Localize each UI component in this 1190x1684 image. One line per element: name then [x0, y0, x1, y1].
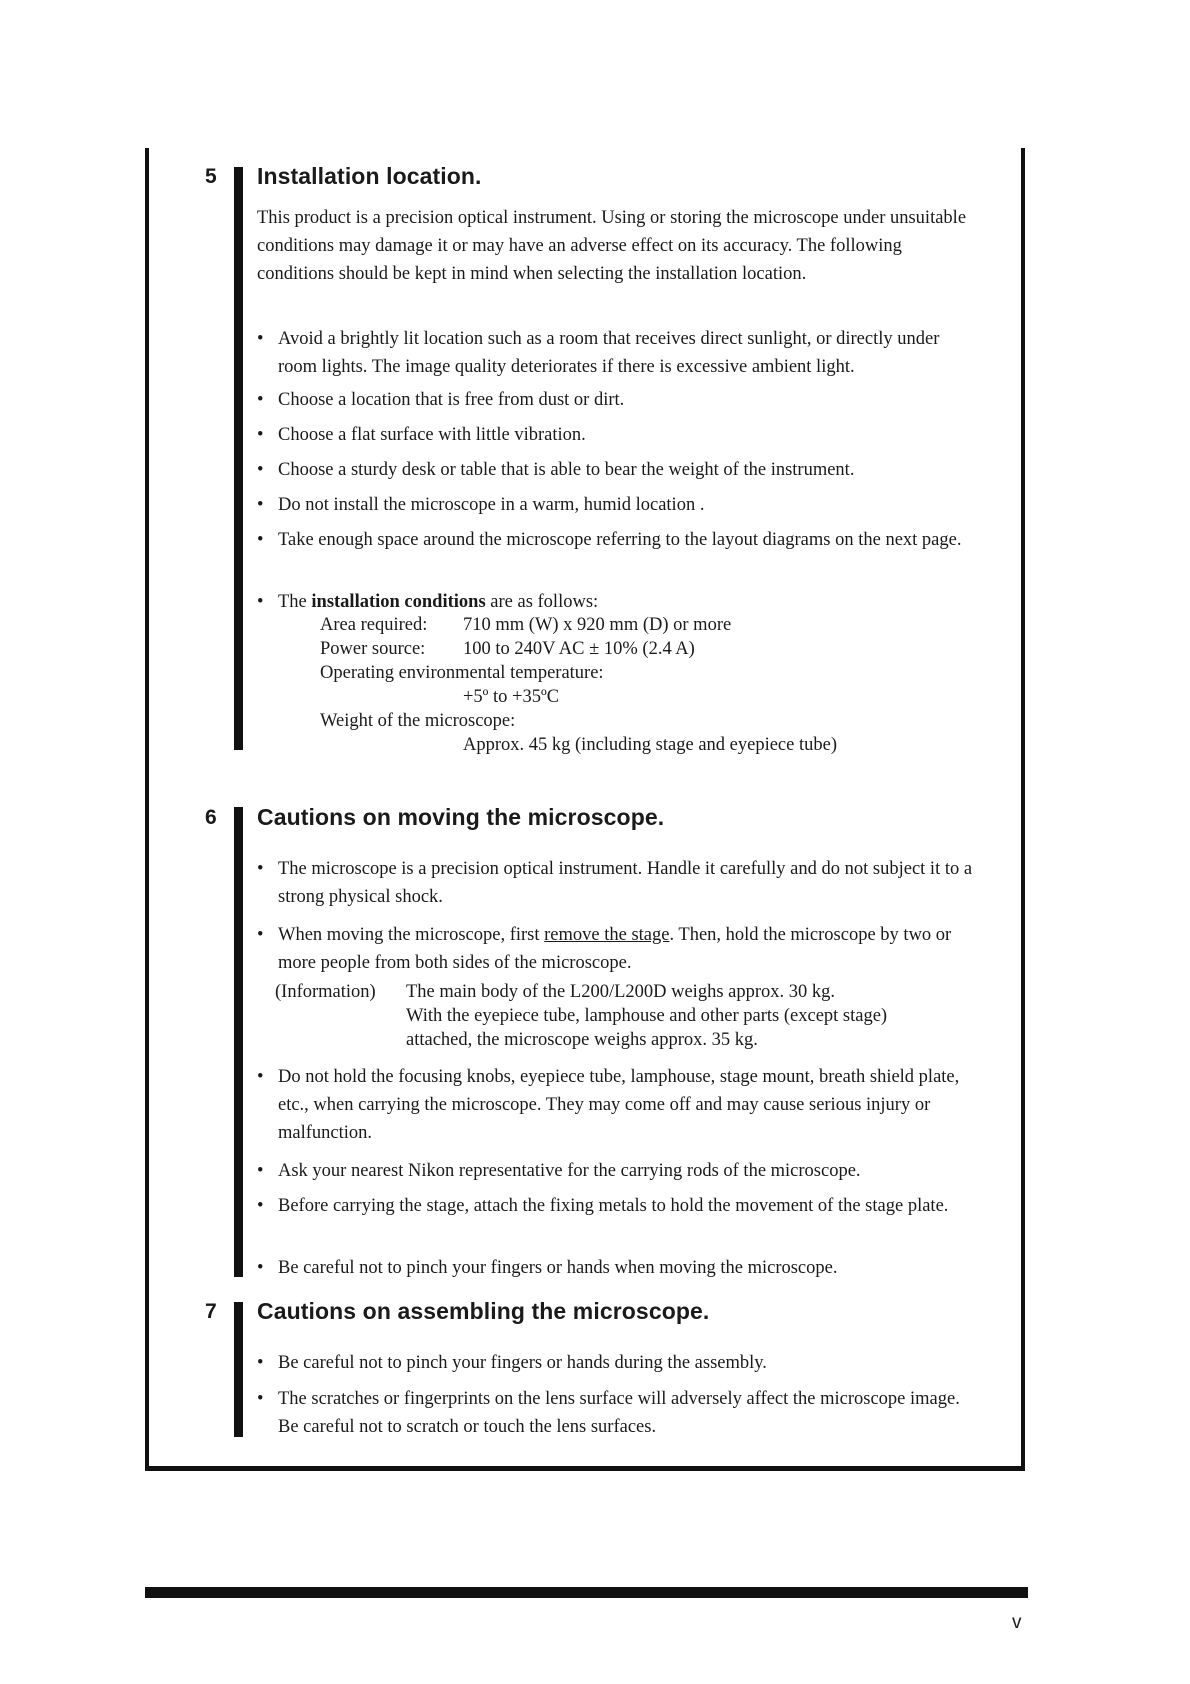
- temperature-label: Operating environmental temperature:: [320, 663, 604, 683]
- list-item: [257, 1385, 977, 1441]
- list-item-text: Be careful not to pinch your fingers or hands when moving the microscope.: [278, 1258, 838, 1278]
- section-title: Installation location.: [257, 163, 482, 189]
- bullet-glyph: •: [257, 329, 264, 349]
- list-item: [257, 921, 977, 977]
- bullet-glyph: •: [257, 460, 264, 480]
- bullet-glyph: •: [257, 495, 264, 515]
- list-item: [257, 421, 977, 449]
- list-item: [257, 1063, 977, 1147]
- section-number: 6: [205, 806, 217, 829]
- list-item: [257, 588, 977, 616]
- list-item: [257, 855, 977, 911]
- list-item-text: Be careful not to pinch your fingers or hands during the assembly.: [278, 1353, 767, 1373]
- list-item-text: When moving the microscope, first remove the stage. Then, hold the microscope by two or more people from both sides of the microscope.: [278, 925, 952, 973]
- bullet-glyph: •: [257, 859, 264, 879]
- list-item: [257, 456, 977, 484]
- information-label: (Information): [275, 982, 376, 1002]
- area-value: 710 mm (W) x 920 mm (D) or more: [463, 615, 732, 635]
- list-item-text: Before carrying the stage, attach the fixing metals to hold the movement of the stage plate.: [278, 1196, 949, 1216]
- list-item-text: The microscope is a precision optical instrument. Handle it carefully and do not subject it to a strong physical shock.: [278, 859, 973, 907]
- information-line: attached, the microscope weighs approx. 35 kg.: [406, 1030, 758, 1050]
- section-bar: [234, 167, 243, 750]
- section-bar: [234, 807, 243, 1277]
- footer-rule: [145, 1587, 1028, 1598]
- list-item: [257, 1254, 977, 1282]
- list-item-text: Choose a flat surface with little vibration.: [278, 425, 586, 445]
- weight-label: Weight of the microscope:: [320, 711, 516, 731]
- list-item-text: Choose a sturdy desk or table that is able to bear the weight of the instrument.: [278, 460, 855, 480]
- bullet-glyph: •: [257, 1353, 264, 1373]
- list-item: [257, 526, 977, 554]
- bullet-glyph: •: [257, 592, 264, 612]
- section-bar: [234, 1302, 243, 1437]
- section-number: 5: [205, 165, 217, 188]
- list-item-text: The scratches or fingerprints on the lens surface will adversely affect the microscope image. Be careful not to scratch or touch the lens surfaces.: [278, 1389, 960, 1437]
- list-item: [257, 1349, 977, 1377]
- section-number: 7: [205, 1300, 217, 1323]
- bullet-glyph: •: [257, 1196, 264, 1216]
- list-item: [257, 1192, 977, 1220]
- list-item-text: Do not hold the focusing knobs, eyepiece tube, lamphouse, stage mount, breath shield plate, etc., when carrying the microscope. They may come off and may cause serious injury or malfunction.: [278, 1067, 960, 1143]
- conditions-lead: The installation conditions are as follows:: [278, 592, 599, 612]
- power-label: Power source:: [320, 639, 426, 659]
- weight-value: Approx. 45 kg (including stage and eyepiece tube): [463, 735, 837, 755]
- list-item-text: Avoid a brightly lit location such as a room that receives direct sunlight, or directly under room lights. The image quality deteriorates if there is excessive ambient light.: [278, 329, 940, 377]
- bullet-glyph: •: [257, 390, 264, 410]
- list-item: [257, 491, 977, 519]
- information-line: The main body of the L200/L200D weighs approx. 30 kg.: [406, 982, 836, 1002]
- list-item-text: Take enough space around the microscope referring to the layout diagrams on the next page.: [278, 530, 962, 550]
- list-item-text: Do not install the microscope in a warm, humid location .: [278, 495, 705, 515]
- bullet-glyph: •: [257, 1389, 264, 1409]
- list-item-text: Choose a location that is free from dust or dirt.: [278, 390, 625, 410]
- section-title: Cautions on moving the microscope.: [257, 804, 665, 830]
- bullet-glyph: •: [257, 925, 264, 945]
- information-line: With the eyepiece tube, lamphouse and other parts (except stage): [406, 1006, 888, 1026]
- page-number: v: [1012, 1612, 1022, 1633]
- section-intro: This product is a precision optical instrument. Using or storing the microscope under unsuitable conditions may damage it or may have an adverse effect on its accuracy. The following conditions should be kept in mind when selecting the installation location.: [257, 208, 967, 284]
- area-label: Area required:: [320, 615, 428, 635]
- list-item: [257, 1157, 977, 1185]
- bullet-glyph: •: [257, 1161, 264, 1181]
- bullet-glyph: •: [257, 530, 264, 550]
- underlined-instruction: remove the stage: [544, 925, 670, 945]
- bullet-glyph: •: [257, 1258, 264, 1278]
- list-item: [257, 386, 977, 414]
- section-title: Cautions on assembling the microscope.: [257, 1298, 710, 1324]
- list-item-text: Ask your nearest Nikon representative for the carrying rods of the microscope.: [278, 1161, 861, 1181]
- power-value: 100 to 240V AC ± 10% (2.4 A): [463, 639, 695, 659]
- list-item: [257, 325, 977, 381]
- temperature-value: +5º to +35ºC: [463, 687, 560, 707]
- bullet-glyph: •: [257, 425, 264, 445]
- bullet-glyph: •: [257, 1067, 264, 1087]
